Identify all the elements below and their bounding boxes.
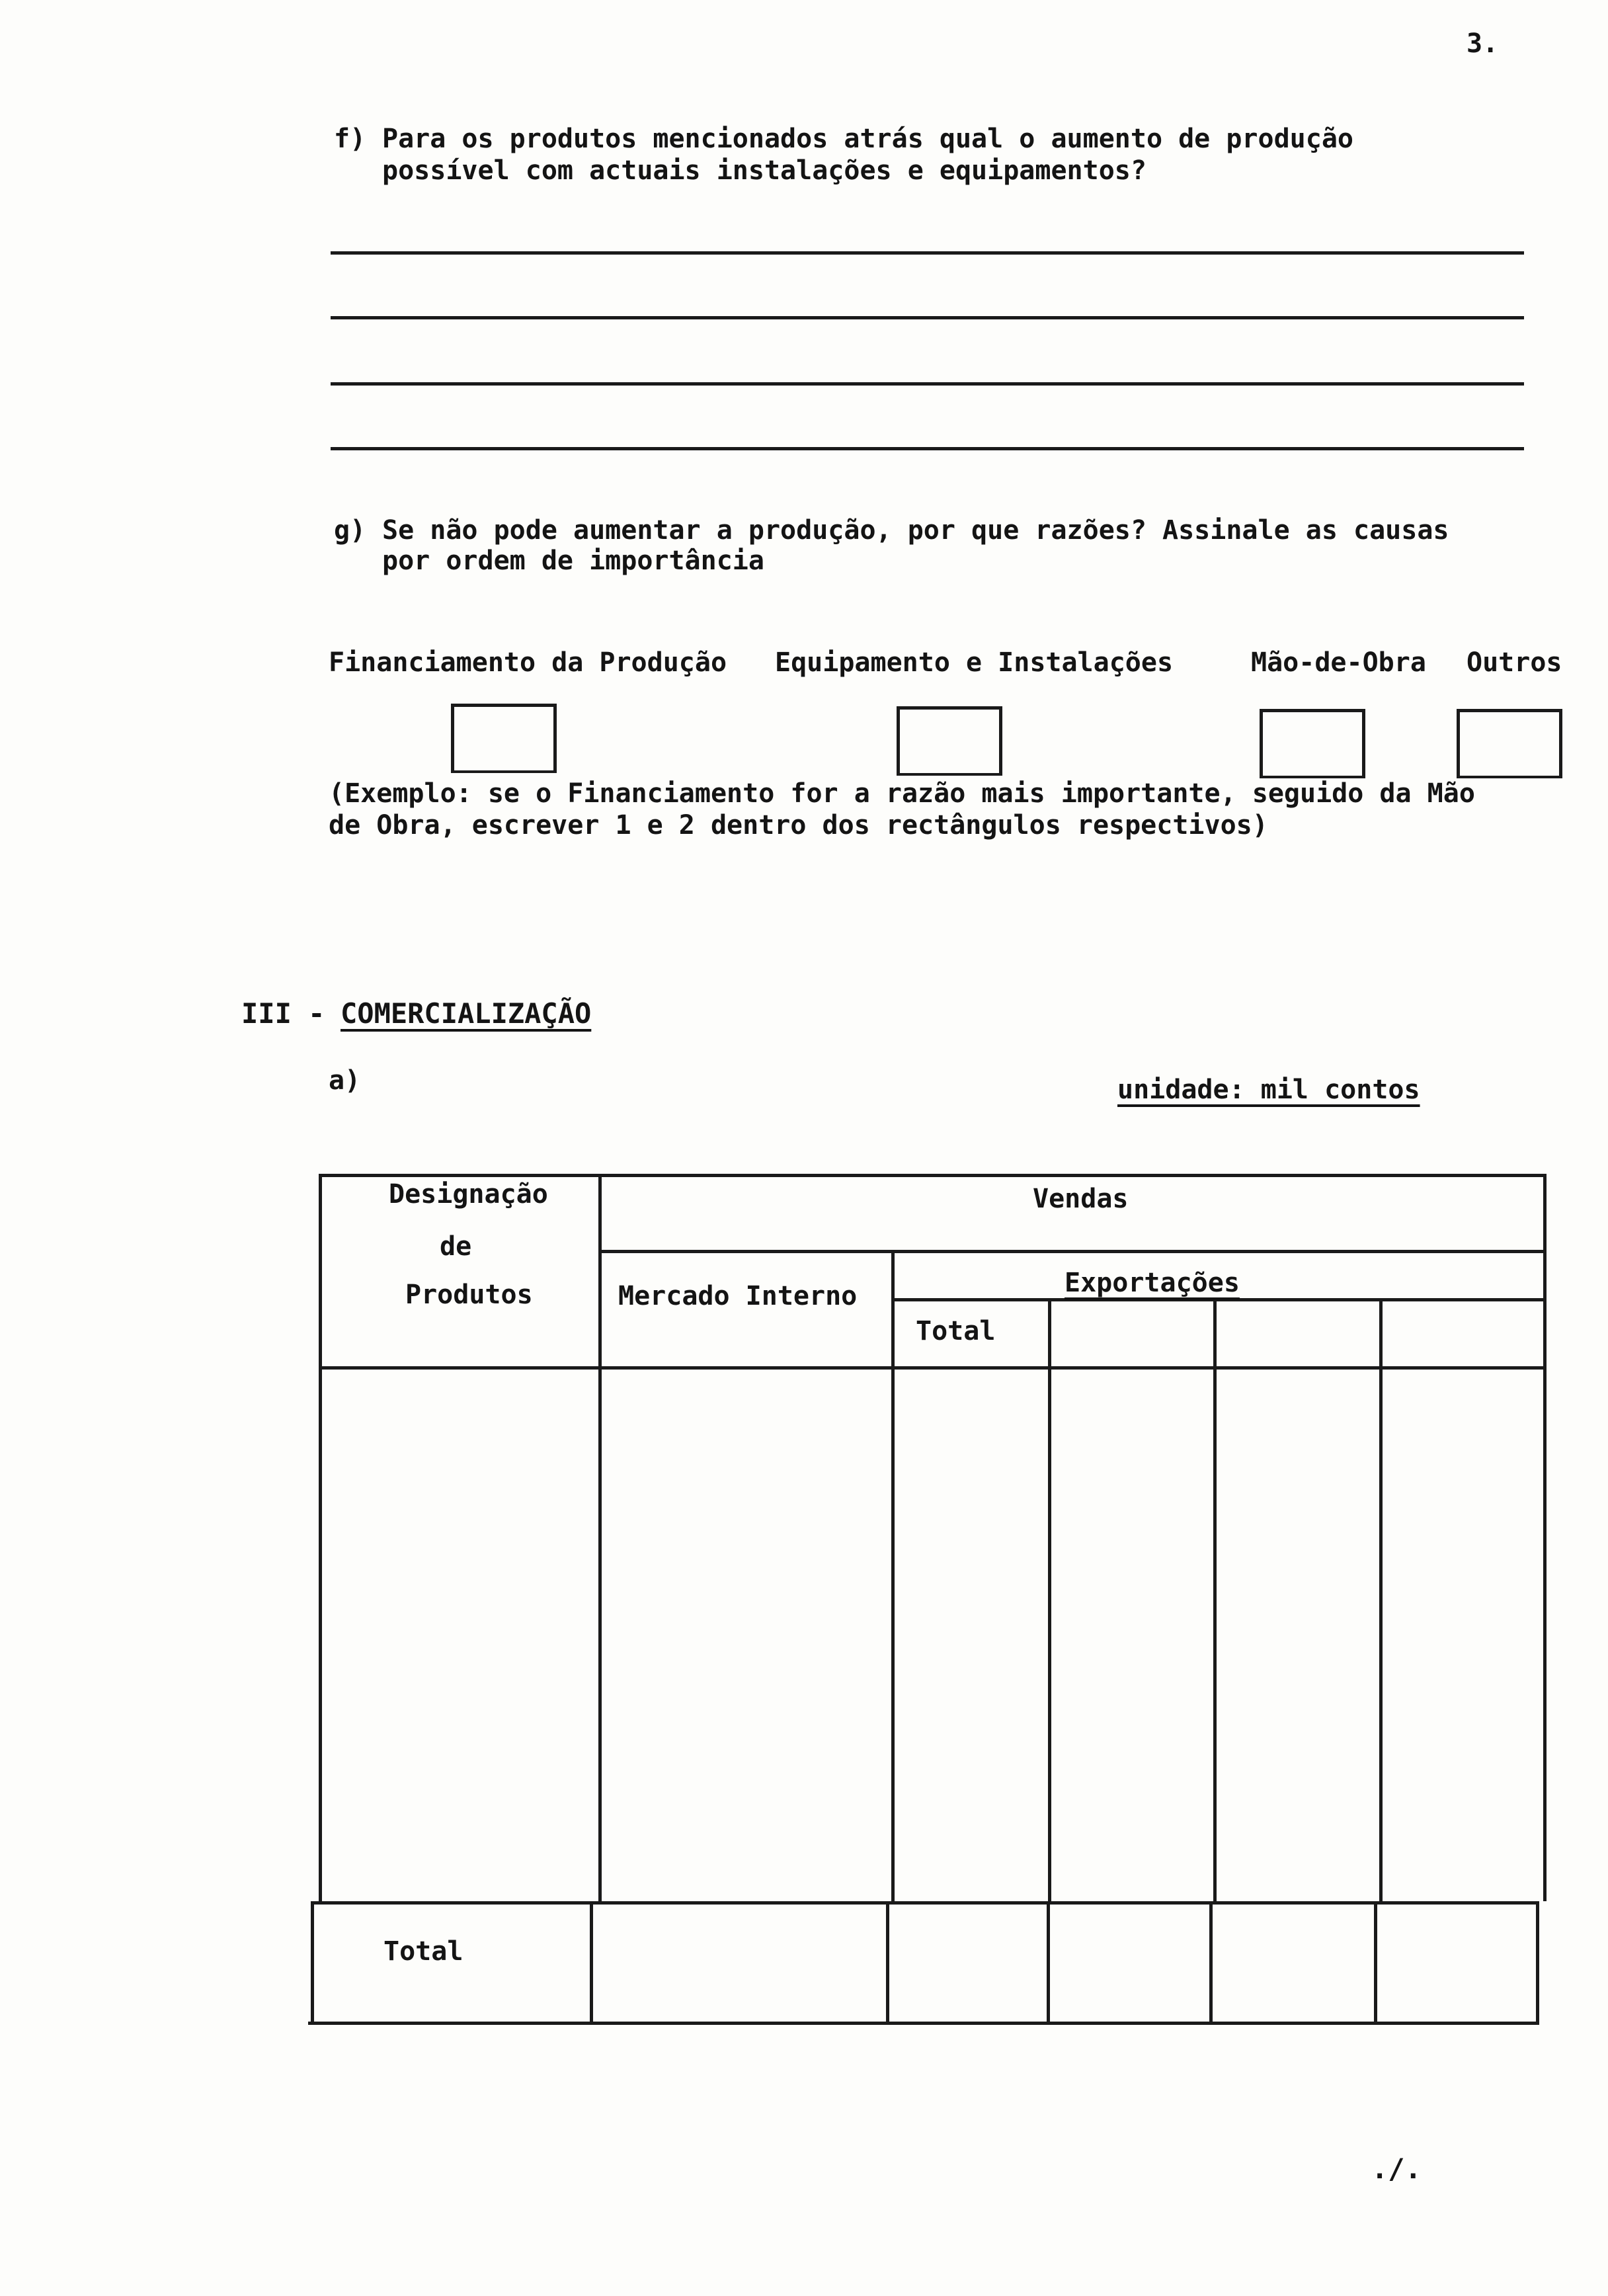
continuation-mark: ./.: [1371, 2152, 1422, 2185]
cell-exports-country[interactable]: [1051, 1370, 1213, 1901]
question-f-label: f): [334, 124, 366, 154]
header-sales: Vendas: [1033, 1184, 1129, 1214]
section-title: COMERCIALIZAÇÃO: [341, 997, 592, 1030]
cell-exports-country[interactable]: [1217, 1370, 1379, 1901]
example-note-line2: de Obra, escrever 1 e 2 dentro dos rectângulos respectivos): [329, 810, 1268, 840]
question-f-line2: possível com actuais instalações e equipamentos?: [382, 155, 1146, 186]
option-equipment: Equipamento e Instalações: [775, 647, 1174, 678]
question-g-line1: Se não pode aumentar a produção, por que razões? Assinale as causas: [382, 515, 1449, 546]
cell-products[interactable]: [322, 1370, 598, 1901]
answer-line[interactable]: [331, 251, 1524, 255]
rank-box-others[interactable]: [1457, 709, 1562, 778]
question-g-label: g): [334, 515, 366, 546]
question-f-line1: Para os produtos mencionados atrás qual o aumento de produção: [382, 124, 1354, 154]
header-internal-market: Mercado Interno: [618, 1281, 858, 1311]
rank-box-labour[interactable]: [1260, 709, 1365, 778]
answer-line[interactable]: [331, 316, 1524, 319]
table-border-right: [1543, 1174, 1547, 1901]
table-line-sales: [600, 1250, 1547, 1253]
table-border-bottom: [308, 2022, 1539, 2025]
question-g-line2: por ordem de importância: [382, 546, 764, 576]
section-number: III -: [241, 997, 325, 1030]
table-total-line: [311, 1901, 1539, 1905]
page-number: 3.: [1467, 28, 1499, 59]
rank-box-equipment[interactable]: [897, 706, 1002, 776]
cell-exports-country[interactable]: [1383, 1370, 1543, 1901]
header-designation-2: de: [440, 1231, 472, 1262]
example-note-line1: (Exemplo: se o Financiamento for a razão mais importante, seguido da Mão: [329, 778, 1475, 809]
table-col-divider: [590, 1901, 593, 2025]
rank-box-financing[interactable]: [451, 704, 557, 773]
table-col-divider: [886, 1901, 889, 2025]
answer-line[interactable]: [331, 447, 1524, 450]
table-col-divider: [1047, 1901, 1050, 2025]
row-total-label: Total: [383, 1936, 463, 1967]
option-labour: Mão-de-Obra: [1251, 647, 1426, 678]
header-designation-1: Designação: [389, 1179, 548, 1210]
table-border-right: [1536, 1901, 1539, 2025]
table-col-divider: [1374, 1901, 1377, 2025]
option-financing: Financiamento da Produção: [329, 647, 727, 678]
table-border-left: [311, 1901, 314, 2025]
header-designation-3: Produtos: [405, 1280, 533, 1310]
cell-exports-total[interactable]: [895, 1370, 1048, 1901]
table-col-divider: [1209, 1901, 1213, 2025]
header-exports: Exportações: [1065, 1268, 1240, 1298]
table-border-top: [319, 1174, 1547, 1177]
option-others: Outros: [1467, 647, 1562, 678]
unit-label: unidade: mil contos: [1117, 1075, 1420, 1105]
header-total-column: Total: [916, 1316, 996, 1346]
item-a-label: a): [329, 1065, 361, 1096]
cell-internal-market[interactable]: [602, 1370, 891, 1901]
table-line-exports: [891, 1298, 1547, 1301]
answer-line[interactable]: [331, 382, 1524, 386]
